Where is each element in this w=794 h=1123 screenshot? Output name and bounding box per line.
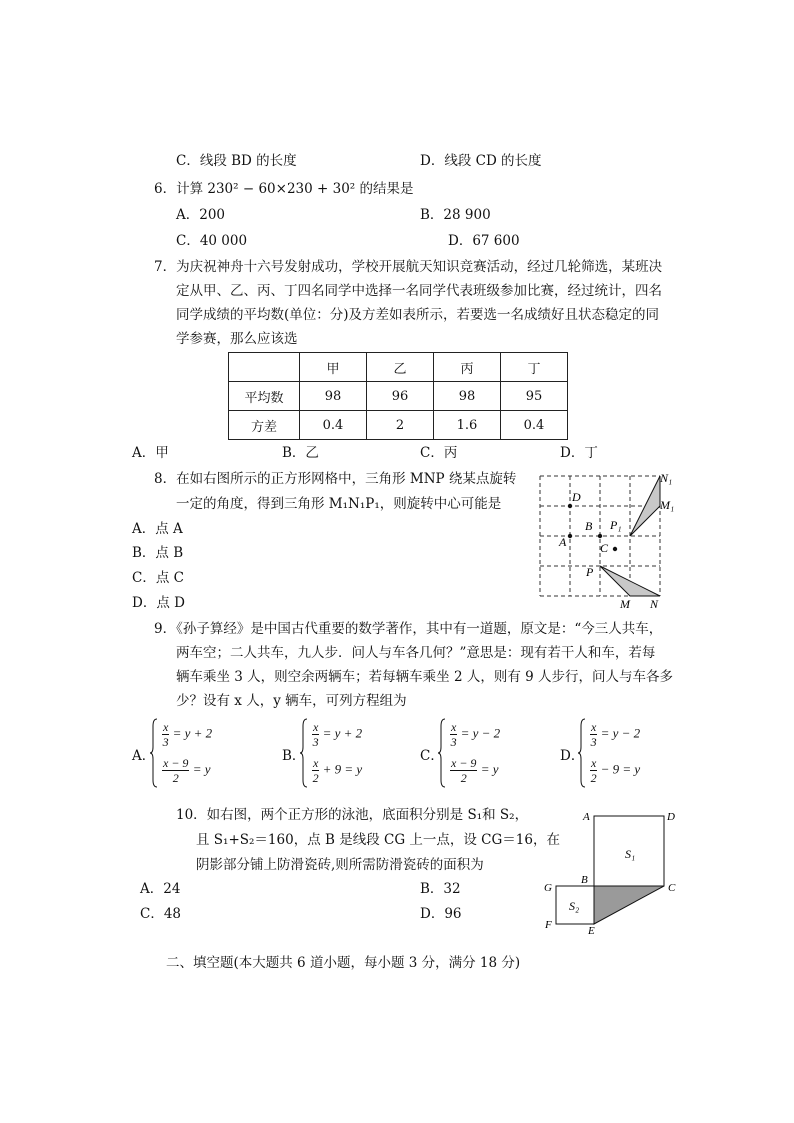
q9-line-1: 9．《孙子算经》是中国古代重要的数学著作，其中有一道题，原文是：“今三人共车，: [154, 621, 663, 637]
table-cell: 0.4: [501, 411, 568, 440]
q7-option-b: B．乙: [282, 445, 319, 461]
q9-line-2: 两车空；二人共车，九人步．问人与车各几何？”意思是：现有若干人和车，若每: [176, 645, 656, 661]
frac-den: 3: [312, 735, 319, 749]
table-cell: [229, 353, 300, 382]
q7-line-2: 定从甲、乙、丙、丁四名同学中选择一名同学代表班级参加比赛，经过统计，四名: [176, 283, 662, 299]
q9-option-b: [282, 718, 422, 790]
section-2-heading: 二、填空题(本大题共 6 道小题，每小题 3 分，满分 18 分): [166, 955, 521, 971]
q10-line-3: 阴影部分铺上防滑瓷砖,则所需防滑瓷砖的面积为: [196, 857, 484, 873]
left-brace-icon: [300, 718, 308, 788]
table-header-row: [229, 353, 568, 382]
table-cell: 2: [367, 411, 434, 440]
table-cell: 平均数: [229, 382, 300, 411]
label-c: C: [600, 541, 609, 555]
table-cell: 方差: [229, 411, 300, 440]
table-cell: 丁: [501, 353, 568, 382]
q10-option-b: B．32: [420, 881, 461, 897]
label-e: E: [588, 925, 595, 937]
rotation-grid-figure: [530, 468, 675, 613]
q6-option-c: C．40 000: [176, 233, 248, 249]
label-m: M: [620, 597, 630, 611]
table-cell: 1.6: [434, 411, 501, 440]
option-label: B．: [282, 748, 306, 764]
frac-num: x: [313, 756, 319, 770]
q7-option-a: A．甲: [132, 445, 169, 461]
q6-option-b: B．28 900: [420, 207, 491, 223]
option-label: D．: [560, 748, 585, 764]
q8-option-b: B．点 B: [132, 545, 184, 561]
eq-rhs: + 9 = y: [319, 761, 363, 777]
table-cell: 98: [434, 382, 501, 411]
q6-stem: 6．计算 230² − 60×230 + 30² 的结果是: [154, 181, 414, 197]
frac-num: x − 9: [451, 756, 477, 770]
eq-rhs: = y: [189, 761, 211, 777]
label-m1: M₁: [660, 498, 675, 512]
q7-line-3: 同学成绩的平均数(单位：分)及方差如表所示，若要选一名成绩好且状态稳定的同: [176, 307, 660, 323]
label-s1: S₁: [625, 847, 636, 861]
option-label: A．: [132, 748, 156, 764]
table-cell: 甲: [300, 353, 367, 382]
q8-option-d: D．点 D: [132, 595, 185, 611]
q9-line-3: 辆车乘坐 3 人，则空余两辆车；若每辆车乘坐 2 人，则有 9 人步行，问人与车各多: [176, 669, 674, 685]
q10-option-c: C．48: [140, 906, 182, 922]
frac-num: x: [451, 720, 457, 734]
label-a: A: [583, 811, 590, 823]
q7-option-d: D．丁: [560, 445, 598, 461]
q10-option-d: D．96: [420, 906, 462, 922]
point-c: [613, 547, 617, 551]
frac-den: 2: [172, 771, 179, 785]
q9-option-c: [420, 718, 560, 790]
eq-rhs: = y + 2: [169, 725, 213, 741]
label-d: D: [667, 811, 675, 823]
label-a: A: [559, 535, 567, 549]
frac-den: 2: [460, 771, 467, 785]
point-a: [568, 534, 572, 538]
table-cell: 0.4: [300, 411, 367, 440]
q8-line-2: 一定的角度，得到三角形 M₁N₁P₁，则旋转中心可能是: [176, 496, 502, 512]
frac-den: 3: [162, 735, 169, 749]
left-brace-icon: [438, 718, 446, 788]
q10-line-1: 10．如右图，两个正方形的泳池，底面积分别是 S₁和 S₂，: [176, 807, 529, 823]
q10-line-2: 且 S₁+S₂＝160，点 B 是线段 CG 上一点，设 CG＝16，在: [196, 832, 560, 848]
left-brace-icon: [150, 718, 158, 788]
eq-rhs: − 9 = y: [597, 761, 641, 777]
frac-den: 3: [590, 735, 597, 749]
frac-num: x: [591, 756, 597, 770]
label-b: B: [581, 874, 588, 886]
eq-rhs: = y + 2: [319, 725, 363, 741]
q6-option-d: D．67 600: [448, 233, 520, 249]
q9-line-4: 少？设有 x 人，y 辆车，可列方程组为: [176, 693, 407, 709]
table-row: [229, 382, 568, 411]
q6-option-a: A．200: [176, 207, 226, 223]
table-row: [229, 411, 568, 440]
left-brace-icon: [578, 718, 586, 788]
pool-squares-figure: [540, 806, 690, 936]
eq-rhs: = y: [477, 761, 499, 777]
table-cell: 96: [367, 382, 434, 411]
q5-option-d: D．线段 CD 的长度: [420, 153, 542, 169]
label-b: B: [585, 519, 593, 533]
table-cell: 乙: [367, 353, 434, 382]
label-n: N: [650, 597, 659, 611]
q8-option-a: A．点 A: [132, 521, 183, 537]
frac-num: x: [591, 720, 597, 734]
eq-rhs: = y − 2: [457, 725, 501, 741]
label-s2: S₂: [569, 899, 580, 913]
frac-den: 2: [312, 771, 319, 785]
frac-num: x: [313, 720, 319, 734]
label-c: C: [668, 882, 676, 894]
table-cell: 95: [501, 382, 568, 411]
q8-line-1: 8．在如右图所示的正方形网格中，三角形 MNP 绕某点旋转: [154, 471, 517, 487]
label-g: G: [544, 882, 552, 894]
eq-rhs: = y − 2: [597, 725, 641, 741]
score-table: [228, 352, 568, 440]
q9-option-a: [132, 718, 272, 790]
label-p: P: [586, 565, 594, 579]
frac-num: x − 9: [163, 756, 189, 770]
point-d: [568, 504, 572, 508]
q7-line-4: 学参赛，那么应该选: [176, 331, 298, 347]
label-p1: P₁: [610, 518, 622, 532]
table-cell: 丙: [434, 353, 501, 382]
option-label: C．: [420, 748, 444, 764]
point-b: [598, 534, 602, 538]
label-d: D: [572, 490, 581, 504]
shaded-region: [594, 886, 664, 924]
frac-den: 2: [590, 771, 597, 785]
q9-option-d: [560, 718, 700, 790]
frac-num: x: [163, 720, 169, 734]
q5-option-c: C．线段 BD 的长度: [176, 153, 297, 169]
q10-option-a: A．24: [140, 881, 181, 897]
q7-line-1: 7．为庆祝神舟十六号发射成功，学校开展航天知识竞赛活动，经过几轮筛选，某班决: [154, 259, 663, 275]
label-f: F: [545, 919, 552, 931]
q7-option-c: C．丙: [420, 445, 458, 461]
label-n1: N₁: [660, 471, 673, 485]
frac-den: 3: [450, 735, 457, 749]
q8-option-c: C．点 C: [132, 570, 184, 586]
table-cell: 98: [300, 382, 367, 411]
